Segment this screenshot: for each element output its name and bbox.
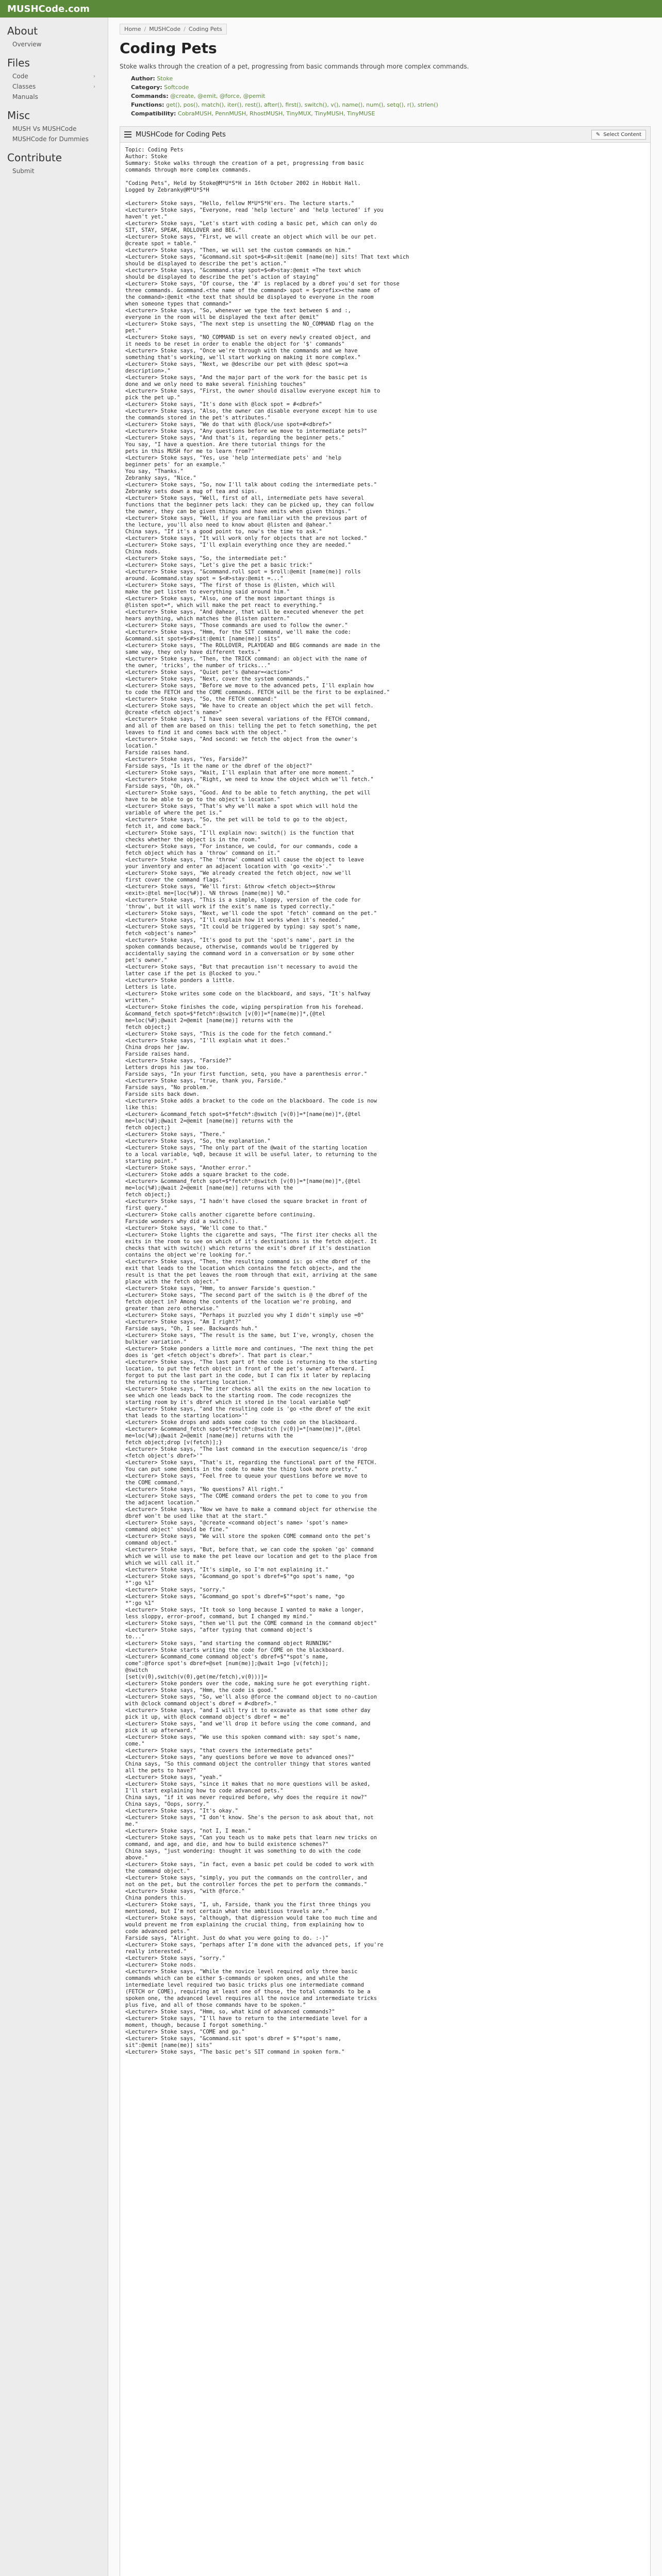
sidebar-section-title: About xyxy=(7,25,38,37)
sidebar-item[interactable] xyxy=(0,71,108,81)
metadata-row xyxy=(131,74,651,83)
sidebar-item[interactable] xyxy=(0,124,108,134)
sidebar-section xyxy=(0,148,108,176)
sidebar-section xyxy=(0,22,108,49)
metadata-row xyxy=(131,100,651,109)
breadcrumb xyxy=(120,24,227,35)
sidebar-item[interactable] xyxy=(0,92,108,102)
select-icon: ✎ xyxy=(595,131,601,138)
breadcrumb-item[interactable]: MUSHCode xyxy=(149,26,181,32)
select-content-button[interactable] xyxy=(591,130,646,140)
sidebar-item-label: MUSH Vs MUSHCode xyxy=(12,125,77,132)
sidebar xyxy=(0,18,108,2576)
metadata-list xyxy=(131,74,651,118)
page-title: Coding Pets xyxy=(120,40,217,57)
code-panel-title: MUSHCode for Coding Pets xyxy=(136,130,226,139)
sidebar-item[interactable] xyxy=(0,81,108,92)
sidebar-item[interactable] xyxy=(0,134,108,144)
sidebar-section-title: Misc xyxy=(7,109,30,122)
sidebar-item-label: Overview xyxy=(12,41,42,48)
breadcrumb-separator: / xyxy=(144,26,146,32)
sidebar-section-title: Contribute xyxy=(7,151,62,164)
page-summary: Stoke walks through the creation of a pet, progressing from basic commands through more complex commands. xyxy=(120,63,469,70)
main-content xyxy=(108,18,662,2576)
sidebar-item-label: Submit xyxy=(12,167,35,175)
sidebar-item-label: Code xyxy=(12,73,28,80)
metadata-key: Compatibility: xyxy=(131,110,176,117)
metadata-key: Commands: xyxy=(131,93,169,99)
chevron-right-icon: › xyxy=(93,83,95,90)
sidebar-item-label: MUSHCode for Dummies xyxy=(12,135,89,143)
select-content-label: Select Content xyxy=(603,131,641,138)
breadcrumb-item: Coding Pets xyxy=(188,26,222,32)
breadcrumb-separator: / xyxy=(184,26,186,32)
menu-icon[interactable] xyxy=(124,131,131,138)
metadata-value[interactable]: Softcode xyxy=(164,84,189,91)
site-logo-text[interactable]: MUSHCode.com xyxy=(7,3,90,14)
metadata-key: Functions: xyxy=(131,101,164,108)
sidebar-item[interactable] xyxy=(0,39,108,49)
metadata-value[interactable]: @create, @emit, @force, @pemit xyxy=(170,93,266,99)
metadata-key: Category: xyxy=(131,84,162,91)
breadcrumb-item[interactable]: Home xyxy=(124,26,141,32)
site-header xyxy=(0,0,662,18)
code-transcript: Topic: Coding Pets Author: Stoke Summary: Stoke walks through the creation of a pet, progressing from basic commands through more complex commands. "Coding Pets", Held by Stoke@M*U*S*H in 16th October 2002 in Hobbit Hall. Logged by Zebranky@M*U*S*H <Lecturer> Stoke says, "Hello, fellow M*U*S*H'ers. The lecture starts." <Lecturer> Stoke says, "Everyone, read 'help lecture' and 'help lectured' if you haven't yet." <Lecturer> Stoke says, "Let's start with coding a basic pet, which can only do SIT, STAY, SPEAK, ROLLOVER and BEG." <Lecturer> Stoke says, "First, we will create an object which will be our pet. @create spot = table." <Lecturer> Stoke says, "Then, we will set the custom commands on him." <Lecturer> Stoke says, "&command.sit spot=$<#>sit:@emit [name(me)] sits! That text which should be displayed to describe the pet's action." <Lecturer> Stoke says, "&command.stay spot=$<#>stay:@emit =The text which should be displayed to describe the pet's action of staying" <Lecturer> Stoke says, "Of course, the '#' is replaced by a dbref you'd set for those three commands. &command.<the name of the command> spot = $<prefix><the name of the command>:@emit <the text that should be displayed to everyone in the room when someone types that command>" <Lecturer> Stoke says, "So, whenever we type the text between $ and :, everyone in the room will be displayed the text after @emit" <Lecturer> Stoke says, "The next step is unsetting the NO_COMMAND flag on the pet." <Lecturer> Stoke says, "NO_COMMAND is set on every newly created object, and it needs to be reset in order to enable the object for '$' commands" <Lecturer> Stoke says, "Once we're through with the commands and we have something that's working, we'll start working on making it more complex." <Lecturer> Stoke says, "Next, we @describe our pet with @desc spot=<a description>." <Lecturer> Stoke says, "And the major part of the work for the basic pet is done and we only need to make several finishing touches" <Lecturer> Stoke says, "First, the owner should disallow everyone except him to pick the pet up." <Lecturer> Stoke says, "It's done with @lock spot = #<dbref>" <Lecturer> Stoke says, "Also, the owner can disable everyone except him to use the commands stored in the pet's attributes." <Lecturer> Stoke says, "We do that with @lock/use spot=#<dbref>" <Lecturer> Stoke says, "Any questions before we move to intermediate pets?" <Lecturer> Stoke says, "And that's it, regarding the beginner pets." You say, "I have a question. Are there tutorial things for the pets in this MUSH for me to learn from?" <Lecturer> Stoke says, "Yes, use 'help intermediate pets' and 'help beginner pets' for an example." You say, "Thanks." Zebranky says, "Nice." <Lecturer> Stoke says, "So, now I'll talk about coding the intermediate pets." Zebranky sets down a mug of tea and sips. <Lecturer> Stoke says, "Well, first of all, intermediate pets have several functions that the beginner pets lack: they can be picked up, they can follow the owner, they can be given things and have emits when given things." <Lecturer> Stoke says, "Well, if you are familiar with the previous part of the lecture, you'll also need to know about @listen and @ahear." China says, "If it's a good point to, now's the time to ask." <Lecturer> Stoke says, "It will work only for objects that are not locked." <Lecturer> Stoke says, "I'll explain everything once they are needed." China nods. <Lecturer> Stoke says, "So, the intermediate pet:" <Lecturer> Stoke says, "Let's give the pet a basic trick:" <Lecturer> Stoke says, "&command.roll spot = $roll:@emit [name(me)] rolls around. &command.stay spot = $<#>stay:@emit =..." <Lecturer> Stoke says, "The first of those is @listen, which will make the pet listen to everything said around him." <Lecturer> Stoke says, "Also, one of the most important things is @listen spot=*, which will make the pet react to everything." <Lecturer> Stoke says, "And @ahear, that will be executed whenever the pet hears anything, which matches the @listen pattern." <Lecturer> Stoke says, "Those commands are used to follow the owner." <Lecturer> Stoke says, "Hmm, for the SIT command, we'll make the code: &command.sit spot=$<#>sit:@emit [name(me)] sits" <Lecturer> Stoke says, "The ROLLOVER, PLAYDEAD and BEG commands are made in the same way, they only have different texts." <Lecturer> Stoke says, "Then, the TRICK command: an object with the name of the owner, 'tricks', the number of tricks..." <Lecturer> Stoke says, "Quiet pet's @ahear=<action>" <Lecturer> Stoke says, "Next, cover the system commands." <Lecturer> Stoke says, "Before we move to the advanced pets, I'll explain how to code the FETCH and the COME commands. FETCH will be the first to be explained." <Lecturer> Stoke says, "So, the FETCH command:" <Lecturer> Stoke says, "We have to create an object which the pet will fetch. @create <fetch object's name>" <Lecturer> Stoke says, "I have seen several variations of the FETCH command, and all of them are based on this: telling the pet to fetch something, the pet leaves to find it and comes back with the object." <Lecturer> Stoke says, "And second: we fetch the object from the owner's location." Farside raises hand. <Lecturer> Stoke says, "Yes, Farside?" Farside says, "Is it the name or the dbref of the object?" <Lecturer> Stoke says, "Wait, I'll explain that after one more moment." <Lecturer> Stoke says, "Right, we need to know the object which we'll fetch." Farside says, "Oh, ok." <Lecturer> Stoke says, "Good. And to be able to fetch anything, the pet will have to be able to go to the object's location." <Lecturer> Stoke says, "That's why we'll make a spot which will hold the variable of where the pet is." <Lecturer> Stoke says, "So, the pet will be told to go to the object, fetch it, and come back." <Lecturer> Stoke says, "I'll explain now: switch() is the function that checks whether the object is in the room." <Lecturer> Stoke says, "For instance, we could, for our commands, code a fetch object which has a 'throw' command on it." <Lecturer> Stoke says, "The 'throw' command will cause the object to leave your inventory and enter an adjacent location with 'go <exit>'." <Lecturer> Stoke says, "We already created the fetch object, now we'll first cover the command flags." <Lecturer> Stoke says, "We'll first: &throw <fetch object>=$throw <exit>:@tel me=[loc(%#)]. %N throws [name(me)] %0." <Lecturer> Stoke says, "This is a simple, sloppy, version of the code for 'throw', but it will work if the exit's name is typed correctly." <Lecturer> Stoke says, "Next, we'll code the spot 'fetch' command on the pet." <Lecturer> Stoke says, "I'll explain how it works when it's needed." <Lecturer> Stoke says, "It could be triggered by typing: say spot's name, fetch <object's name>" <Lecturer> Stoke says, "It's good to put the 'spot's name', part in the spoken commands because, otherwise, commands would be triggered by accidentally saying the command word in a conversation or by some other pet's owner." <Lecturer> Stoke says, "But that precaution isn't necessary to avoid the latter case if the pet is @locked to you." <Lecturer> Stoke ponders a little. Letters is late. <Lecturer> Stoke writes some code on the blackboard, and says, "It's halfway written." <Lecturer> Stoke finishes the code, wiping perspiration from his forehead. &command_fetch spot=$*fetch*:@switch [v(0)]=*[name(me)]*,{@tel me=loc(%#);@wait 2=@emit [name(me)] returns with the fetch object;} <Lecturer> Stoke says, "This is the code for the fetch command." <Lecturer> Stoke says, "I'll explain what it does." China drops her jaw. Farside raises hand. <Lecturer> Stoke says, "Farside?" Letters drops his jaw too. Farside says, "In your first function, setq, you have a parenthesis error." <Lecturer> Stoke says, "true, thank you, Farside." Farside says, "No problem." Farside sits back down. <Lecturer> Stoke adds a bracket to the code on the blackboard. The code is now like this: <Lecturer> &command_fetch spot=$*fetch*:@switch [v(0)]=*[name(me)]*,{@tel me=loc(%#);@wait 2=@emit [name(me)] returns with the fetch object;} <Lecturer> Stoke says, "There." <Lecturer> Stoke says, "So, the explanation." <Lecturer> Stoke says, "The only part of the @wait of the starting location to a local variable, %q0, because it will be useful later, to returning to the starting point." <Lecturer> Stoke says, "Another error." <Lecturer> Stoke adds a square bracket to the code. <Lecturer> &command_fetch spot=$*fetch*:@switch [v(0)]=*[name(me)]*,{@tel me=loc(%#);@wait 2=@emit [name(me)] returns with the fetch object;} <Lecturer> Stoke says, "I hadn't have closed the square bracket in front of first query." <Lecturer> Stoke calls another cigarette before continuing. Farside wonders why did a switch(). <Lecturer> Stoke says, "We'll come to that." <Lecturer> Stoke lights the cigarette and says, "The first iter checks all the exits in the room to see on which of it's destinations is the fetch object. It checks that with switch() which returns the exit's dbref if it's destination contains the object we're looking for." <Lecturer> Stoke says, "Then, the resulting command is: go <the dbref of the exit that leads to the location which contains the fetch object>, and the result is that the pet leaves the room through that exit, arriving at the same place with the fetch object." <Lecturer> Stoke says, "Hmm, to answer Farside's question." <Lecturer> Stoke says, "The second part of the switch is @ the dbref of the fetch object in? Among the contents of the location we're probing, and greater than zero otherwise." <Lecturer> Stoke says, "Perhaps it puzzled you why I didn't simply use =0" <Lecturer> Stoke says, "Am I right?" Farside says, "Oh, I see. Backwards huh." <Lecturer> Stoke says, "The result is the same, but I've, wrongly, chosen the bulkier variation." <Lecturer> Stoke ponders a little more and continues, "The next thing the pet does is 'get <fetch object's dbref>'. That part is clear." <Lecturer> Stoke says, "The last part of the code is returning to the starting location, to put the fetch object in front of the pet's owner afterward. I forgot to put the last part in the code, but I can fix it later by replacing the returning to the starting location." <Lecturer> Stoke says, "The iter checks all the exits on the new location to see which one leads back to the starting room. The code recognizes the starting room by it's dbref which it stored in the local variable %q0" <Lecturer> Stoke says, "and the resulting code is 'go <the dbref of the exit that leads to the starting location>'" <Lecturer> Stoke drops and adds some code to the code on the blackboard. <Lecturer> &command_fetch spot=$*fetch*:@switch [v(0)]=*[name(me)]*,{@tel me=loc(%#);@wait 2=@emit [name(me)] returns with the fetch object;drop [v(fetch)];} <Lecturer> Stoke says, "The last command in the execution sequence/is 'drop <fetch object's dbref>'" <Lecturer> Stoke says, "That's it, regarding the functional part of the FETCH. You can put some @emits in the code to make the thing look more pretty." <Lecturer> Stoke says, "Feel free to queue your questions before we move to the COME command." <Lecturer> Stoke says, "No questions? All right." <Lecturer> Stoke says, "The COME command orders the pet to come to you from the adjacent location." <Lecturer> Stoke says, "Now we have to make a command object for otherwise the dbref won't be used like that at the start." <Lecturer> Stoke says, "@create <command object's name> 'spot's name> command object' should be fine." <Lecturer> Stoke says, "We will store the spoken COME command onto the pet's command object." <Lecturer> Stoke says, "But, before that, we can code the spoken 'go' command which we will use to make the pet leave our location and get to the place from which we will call it." <Lecturer> Stoke says, "It's simple, so I'm not explaining it." <Lecturer> Stoke says, "&command_go spot's dbref=$"*go spot's name, *go *":go %1" <Lecturer> Stoke says, "sorry." <Lecturer> Stoke says, "&command_go spot's dbref=$"*spot's name, *go *":go %1" <Lecturer> Stoke says, "It took so long because I wanted to make a longer, less sloppy, error-proof, command, but I changed my mind." <Lecturer> Stoke says, "then we'll put the COME command in the command object" <Lecturer> Stoke says, "after typing that command object's to..." <Lecturer> Stoke says, "and starting the command object RUNNING" <Lecturer> Stoke starts writing the code for COME on the blackboard. <Lecturer> &command_come command object's dbref=$"*spot's name, come":@force spot's dbref=@set [num(me)];@wait 1=go [v(fetch)]; @switch [set(v(0),switch(v(0),get(me/fetch),v(0)))]= <Lecturer> Stoke ponders over the code, making sure he got everything right. <Lecturer> Stoke says, "Hmm, the code is good." <Lecturer> Stoke says, "So, we'll also @force the command object to no-caution with @clock command object's dbref = #<dbref>." <Lecturer> Stoke says, "and I will try it to excavate as that some other day pick it up, with @lock command object's dbref = me" <Lecturer> Stoke says, "and we'll drop it before using the come command, and pick it up afterward." <Lecturer> Stoke says, "We use this spoken command with: say spot's name, come." <Lecturer> Stoke says, "that covers the intermediate pets" <Lecturer> Stoke says, "any questions before we move to advanced ones?" China says, "So this command object the controller thingy that stores wanted all the pets to have?" <Lecturer> Stoke says, "yeah." <Lecturer> Stoke says, "since it makes that no more questions will be asked, I'll start explaining how to code advanced pets." China says, "if it was never required before, why does the require it now?" China says, "Oops, sorry." <Lecturer> Stoke says, "It's okay." <Lecturer> Stoke says, "I don't know. She's the person to ask about that, not me." <Lecturer> Stoke says, "not I, I mean." <Lecturer> Stoke says, "Can you teach us to make pets that learn new tricks on command, and age, and die, and how to build existence schemes?" China says, "just wondering: thought it was something to do with the code above." <Lecturer> Stoke says, "in fact, even a basic pet could be coded to work with the command object." <Lecturer> Stoke says, "simply, you put the commands on the controller, and not on the pet, but the controller forces the pet to perform the commands." <Lecturer> Stoke says, "with @force." China ponders this. <Lecturer> Stoke says, "I, uh, Farside, thank you the first three things you mentioned, but I'm not certain what the ambitious travels are." <Lecturer> Stoke says, "although, that digression would take too much time and would prevent me from explaining the crucial thing, from explaining how to code advanced pets." Farside says, "Alright. Just do what you were going to do. :-)" <Lecturer> Stoke says, "perhaps after I'm done with the advanced pets, if you're really interested." <Lecturer> Stoke says, "sorry." <Lecturer> Stoke nods. <Lecturer> Stoke says, "While the novice level required only three basic commands which can be either $-commands or spoken ones, and while the intermediate level required two basic tricks plus one intermediate command (FETCH or COME), requiring at least one of those, the total commands to be a spoken one, the advanced level requires all the novice and intermediate tricks plus five, and all of those commands have to be spoken." <Lecturer> Stoke says, "Hmm, so, what kind of advanced commands?" <Lecturer> Stoke says, "I'll have to return to the intermediate level for a moment, though, because I forgot something." <Lecturer> Stoke says, "COME and go." <Lecturer> Stoke says, "&command.sit spot's dbref = $"*spot's name, sit":@emit [name(me)] sits" <Lecturer> Stoke says, "The basic pet's SIT command in spoken form." xyxy=(125,147,409,2055)
code-panel xyxy=(120,126,651,2576)
sidebar-section xyxy=(0,54,108,102)
metadata-row xyxy=(131,83,651,92)
metadata-value[interactable]: Stoke xyxy=(157,75,173,82)
sidebar-section xyxy=(0,106,108,144)
sidebar-item-label: Manuals xyxy=(12,93,38,100)
sidebar-item-label: Classes xyxy=(12,83,36,90)
metadata-value[interactable]: CobraMUSH, PennMUSH, RhostMUSH, TinyMUX, TinyMUSH, TinyMUSE xyxy=(177,110,375,117)
metadata-row xyxy=(131,92,651,100)
metadata-key: Author: xyxy=(131,75,155,82)
sidebar-section-title: Files xyxy=(7,57,30,69)
metadata-value[interactable]: get(), pos(), match(), iter(), rest(), after(), first(), switch(), v(), name(), num(), setq(), r(), strlen() xyxy=(166,101,438,108)
metadata-row xyxy=(131,109,651,118)
code-panel-header xyxy=(120,127,650,143)
chevron-right-icon: › xyxy=(93,73,95,79)
sidebar-item[interactable] xyxy=(0,166,108,176)
